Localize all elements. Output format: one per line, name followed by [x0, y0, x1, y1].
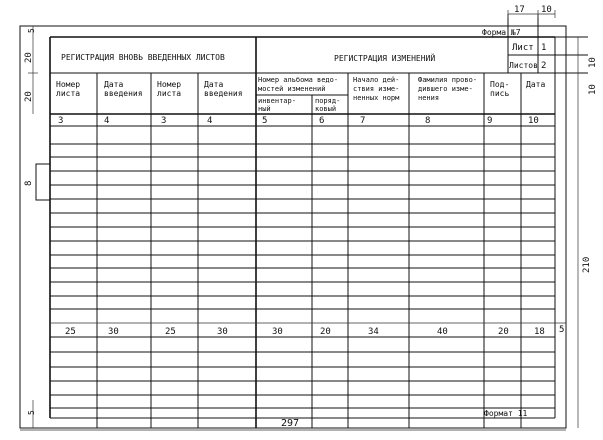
svg-text:Под-: Под- — [490, 80, 510, 89]
svg-text:210: 210 — [582, 256, 592, 273]
svg-text:20: 20 — [24, 91, 34, 102]
svg-text:Номер альбома ведо-: Номер альбома ведо- — [258, 76, 339, 84]
sheets-label: Листов — [509, 61, 538, 70]
svg-text:40: 40 — [437, 327, 448, 337]
svg-text:5: 5 — [262, 116, 268, 126]
svg-text:ковый: ковый — [315, 105, 337, 113]
svg-text:7: 7 — [360, 116, 366, 126]
svg-text:Дата: Дата — [526, 80, 546, 89]
svg-text:20: 20 — [498, 327, 509, 337]
sheets-value: 2 — [541, 61, 547, 71]
svg-text:Фамилия прово-: Фамилия прово- — [418, 76, 478, 84]
svg-text:пись: пись — [490, 89, 510, 98]
svg-text:листа: листа — [56, 89, 81, 98]
section-changes-title: РЕГИСТРАЦИЯ ИЗМЕНЕНИЙ — [334, 54, 436, 63]
svg-text:нения: нения — [418, 94, 440, 102]
svg-text:10: 10 — [588, 57, 598, 68]
svg-text:297: 297 — [281, 418, 300, 429]
svg-text:18: 18 — [534, 327, 545, 337]
svg-text:5: 5 — [27, 410, 36, 415]
body-rows-lower — [50, 352, 555, 408]
svg-text:дившего изме-: дившего изме- — [418, 85, 473, 93]
svg-text:4: 4 — [207, 116, 213, 126]
svg-text:6: 6 — [319, 116, 325, 126]
bottom-format-label: Формат 11 — [484, 409, 528, 418]
svg-text:10: 10 — [588, 84, 598, 95]
svg-text:Дата: Дата — [204, 80, 224, 89]
svg-text:поряд-: поряд- — [315, 97, 341, 105]
svg-text:34: 34 — [368, 327, 379, 337]
svg-text:10: 10 — [528, 116, 539, 126]
form-number-label: Форма №7 — [482, 28, 521, 37]
svg-text:25: 25 — [165, 327, 176, 337]
svg-text:25: 25 — [65, 327, 76, 337]
column-number-row — [58, 116, 539, 126]
svg-text:3: 3 — [161, 116, 167, 126]
svg-text:9: 9 — [487, 116, 493, 126]
svg-text:Номер: Номер — [157, 80, 182, 89]
svg-text:Номер: Номер — [56, 80, 81, 89]
svg-text:8: 8 — [425, 116, 431, 126]
sheet-value: 1 — [541, 43, 547, 53]
svg-text:введения: введения — [204, 89, 243, 98]
svg-text:30: 30 — [108, 327, 119, 337]
svg-text:3: 3 — [58, 116, 64, 126]
sheet-label: Лист — [512, 43, 534, 53]
svg-text:введения: введения — [104, 89, 143, 98]
binding-tab — [36, 164, 50, 200]
svg-text:листа: листа — [157, 89, 182, 98]
column-width-row — [65, 327, 545, 337]
svg-text:10: 10 — [541, 5, 552, 15]
svg-text:ненных норм: ненных норм — [353, 94, 400, 102]
svg-text:ный: ный — [258, 105, 271, 113]
svg-text:8: 8 — [24, 180, 34, 186]
svg-text:5: 5 — [559, 325, 565, 335]
svg-text:17: 17 — [514, 5, 525, 15]
body-rows-upper — [50, 144, 555, 309]
svg-text:Начало дей-: Начало дей- — [353, 76, 400, 84]
svg-text:30: 30 — [217, 327, 228, 337]
svg-text:30: 30 — [272, 327, 283, 337]
section-new-sheets-title: РЕГИСТРАЦИЯ ВНОВЬ ВВЕДЕННЫХ ЛИСТОВ — [61, 53, 225, 62]
svg-text:мостей изменений: мостей изменений — [258, 85, 326, 93]
svg-text:ствия изме-: ствия изме- — [353, 85, 400, 93]
svg-text:инвентар-: инвентар- — [258, 97, 296, 105]
svg-text:20: 20 — [320, 327, 331, 337]
svg-text:5: 5 — [27, 28, 36, 33]
svg-text:20: 20 — [24, 52, 34, 63]
svg-text:Дата: Дата — [104, 80, 124, 89]
svg-text:4: 4 — [104, 116, 110, 126]
